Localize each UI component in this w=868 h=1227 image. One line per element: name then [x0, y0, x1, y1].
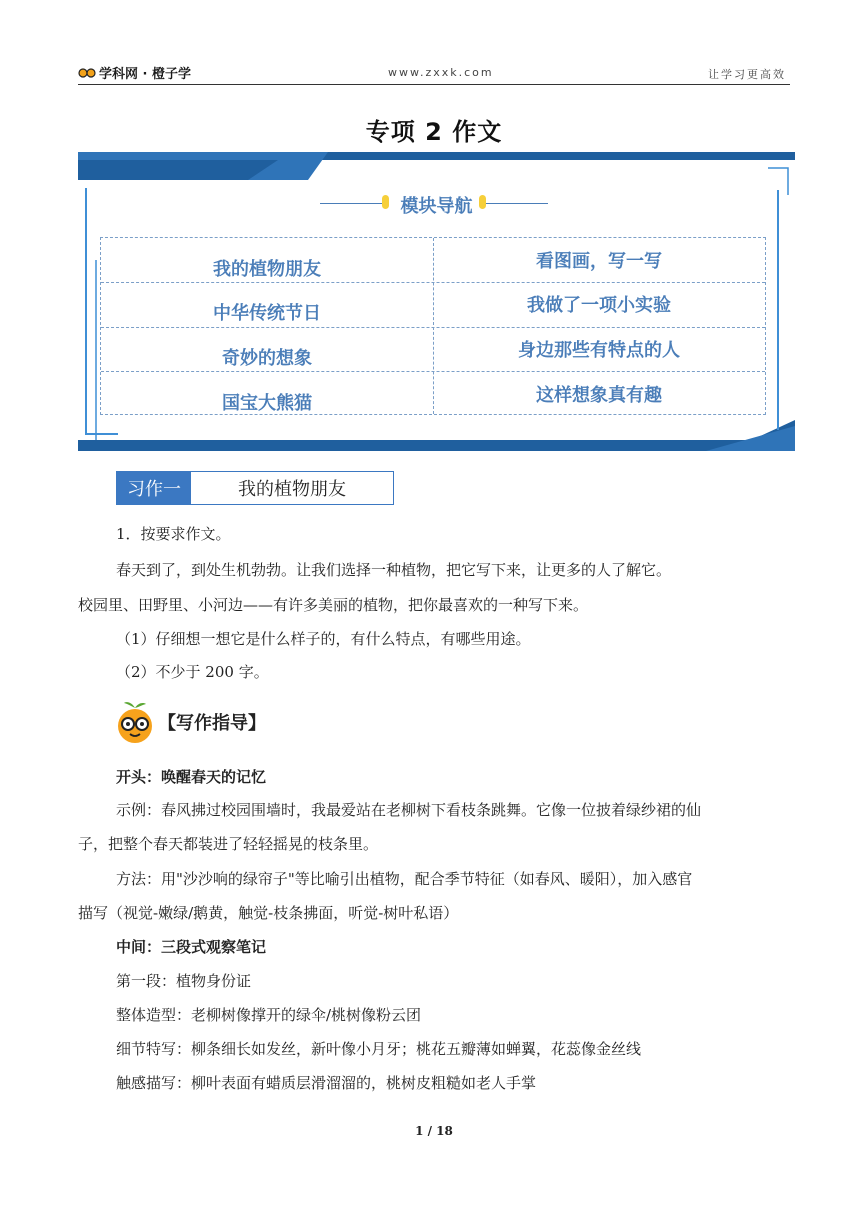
nav-item-picture-writing[interactable]: 看图画，写一写	[536, 251, 662, 272]
glasses-logo-icon	[78, 67, 96, 79]
page-number: 1 / 18	[415, 1124, 453, 1138]
nav-item-panda[interactable]: 国宝大熊猫	[222, 393, 312, 414]
nav-title-line-right	[486, 203, 548, 204]
nav-item-experiment[interactable]: 我做了一项小实验	[527, 295, 671, 316]
site-slogan: 让学习更高效	[708, 68, 786, 81]
opening-method: 方法：用"沙沙响的绿帘子"等比喻引出植物，配合季节特征（如春风、暖阳），加入感官	[116, 870, 693, 888]
site-url[interactable]: www.zxxk.com	[388, 66, 494, 79]
nav-item-people[interactable]: 身边那些有特点的人	[518, 340, 680, 361]
site-logo[interactable]	[78, 63, 191, 82]
orange-mascot-icon	[116, 700, 154, 744]
opening-method: 描写（视觉-嫩绿/鹅黄，触觉-枝条拂面，听觉-树叶私语）	[78, 904, 459, 922]
writing-guide-heading	[116, 700, 266, 744]
opening-heading: 开头：唤醒春天的记忆	[116, 768, 267, 786]
nav-item-imagination[interactable]: 奇妙的想象	[222, 348, 312, 369]
task-paragraph: 春天到了，到处生机勃勃。让我们选择一种植物，把它写下来，让更多的人了解它。	[116, 561, 672, 579]
nav-item-fun-imagination[interactable]: 这样想象真有趣	[536, 385, 662, 406]
nav-title: 模块导航	[400, 196, 473, 217]
task-instruction: 1．按要求作文。	[116, 525, 231, 543]
nav-title-dot-right	[479, 195, 486, 209]
nav-item-festivals[interactable]: 中华传统节日	[213, 303, 321, 324]
task-requirement: （1）仔细想一想它是什么样子的，有什么特点，有哪些用途。	[116, 630, 531, 648]
task-paragraph: 校园里、田野里、小河边——有许多美丽的植物，把你最喜欢的一种写下来。	[78, 596, 589, 614]
page-header	[78, 60, 790, 85]
task-requirement: （2）不少于 200 字。	[116, 663, 269, 681]
opening-example: 子，把整个春天都装进了轻轻摇晃的枝条里。	[78, 835, 379, 853]
writing-guide-label: 【写作指导】	[158, 713, 266, 734]
middle-shape: 整体造型：老柳树像撑开的绿伞/桃树像粉云团	[116, 1006, 422, 1024]
section-heading	[116, 471, 394, 505]
nav-item-plant-friend[interactable]: 我的植物朋友	[213, 259, 321, 280]
section-tag-label: 习作一	[117, 472, 191, 504]
nav-table	[100, 237, 766, 415]
middle-touch: 触感描写：柳叶表面有蜡质层滑溜溜的，桃树皮粗糙如老人手掌	[116, 1074, 537, 1092]
opening-example: 示例：春风拂过校园围墙时，我最爱站在老柳树下看枝条跳舞。它像一位披着绿纱裙的仙	[116, 801, 702, 819]
logo-text: 学科网 · 橙子学	[99, 67, 191, 82]
section-name: 我的植物朋友	[238, 479, 346, 500]
middle-detail: 细节特写：柳条细长如发丝，新叶像小月牙；桃花五瓣薄如蝉翼，花蕊像金丝线	[116, 1040, 642, 1058]
middle-heading: 中间：三段式观察笔记	[116, 938, 267, 956]
page-title: 专项 2 作文	[365, 118, 503, 146]
middle-paragraph: 第一段：植物身份证	[116, 972, 252, 990]
module-nav-panel	[78, 150, 795, 451]
